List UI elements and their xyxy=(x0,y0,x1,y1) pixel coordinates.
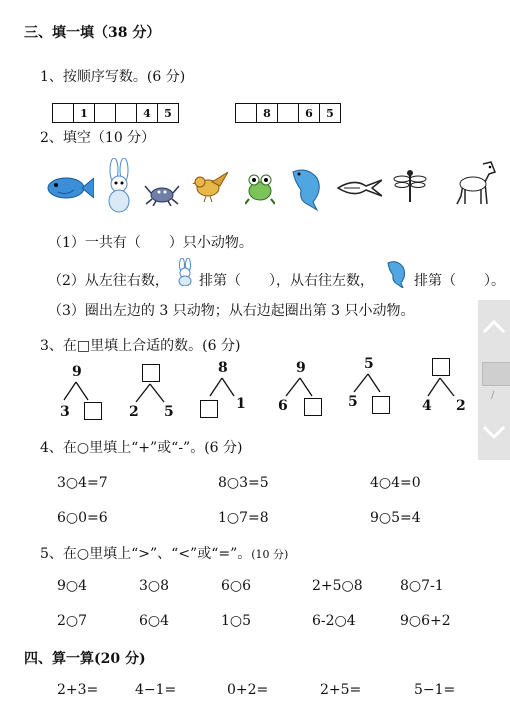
bond-left-number: 4 xyxy=(422,398,432,414)
calc-item[interactable]: 2+3= xyxy=(57,682,99,698)
q5-item[interactable]: 6○4 xyxy=(139,613,170,629)
chevron-up-icon[interactable] xyxy=(478,306,510,346)
number-bond-2 xyxy=(128,364,188,424)
seq-cell[interactable]: 6 xyxy=(298,103,320,123)
chevron-down-icon[interactable] xyxy=(478,412,510,452)
seq-cell[interactable]: 4 xyxy=(136,103,158,123)
q5-item[interactable]: 2○7 xyxy=(57,613,88,629)
dolphin-icon xyxy=(287,164,325,212)
page-indicator xyxy=(482,362,510,386)
seq-cell[interactable]: 8 xyxy=(256,103,278,123)
bond-left-number: 5 xyxy=(348,394,358,410)
fish-icon xyxy=(44,172,94,204)
q5-label-text: 5、在○里填上“>”、“<”或“=”。 xyxy=(40,546,252,562)
number-bond-6 xyxy=(420,358,480,418)
swallow-icon xyxy=(336,176,382,200)
number-bond-5 xyxy=(346,356,406,416)
q2-label: 2、填空（10 分） xyxy=(40,130,156,146)
q5-item[interactable]: 2+5○8 xyxy=(312,578,363,594)
bond-top-number: 8 xyxy=(218,360,228,376)
calc-item[interactable]: 4−1= xyxy=(135,682,177,698)
frog-icon xyxy=(245,171,275,205)
bond-left-number: 3 xyxy=(60,404,70,420)
q5-item[interactable]: 3○8 xyxy=(139,578,170,594)
answer-box[interactable] xyxy=(432,358,450,376)
seq-cell[interactable]: 1 xyxy=(73,103,95,123)
bond-left-number: 6 xyxy=(278,398,288,414)
seq-cell[interactable] xyxy=(94,103,116,123)
q1-label: 1、按顺序写数。(6 分) xyxy=(40,69,186,85)
dolphin-small-icon xyxy=(384,258,408,288)
seq-cell[interactable] xyxy=(235,103,257,123)
answer-box[interactable] xyxy=(84,402,102,420)
answer-box[interactable] xyxy=(372,396,390,414)
q4-item[interactable]: 4○4=0 xyxy=(370,475,421,491)
seq-cell[interactable]: 5 xyxy=(319,103,341,123)
q4-item[interactable]: 3○4=7 xyxy=(57,475,108,491)
section3-title: 三、填一填（38 分） xyxy=(24,25,161,41)
q5-item[interactable]: 9○4 xyxy=(57,578,88,594)
q2-sub3: （3）圈出左边的 3 只动物；从右边起圈出第 3 只小动物。 xyxy=(48,303,415,319)
q5-item[interactable]: 6○6 xyxy=(221,578,252,594)
answer-box[interactable] xyxy=(142,364,160,382)
q2-sub2-part2: 排第（ ），从右往左数， xyxy=(199,273,374,289)
q2-sub1: （1）一共有（ ）只小动物。 xyxy=(48,235,253,251)
seq-cell[interactable]: 5 xyxy=(157,103,179,123)
q5-item[interactable]: 8○7-1 xyxy=(400,578,444,594)
number-bond-3 xyxy=(200,360,260,420)
q2-sub2-part3: 排第（ ）。 xyxy=(414,273,505,289)
calc-item[interactable]: 2+5= xyxy=(320,682,362,698)
number-bond-4 xyxy=(278,360,338,420)
rabbit-small-icon xyxy=(174,258,196,286)
crab-icon xyxy=(144,180,180,206)
sequence-boxes-1 xyxy=(53,103,179,123)
calc-item[interactable]: 0+2= xyxy=(227,682,269,698)
calc-item[interactable]: 5−1= xyxy=(414,682,456,698)
q5-label-score: (10 分) xyxy=(251,548,289,561)
q4-item[interactable]: 8○3=5 xyxy=(218,475,269,491)
bond-top-number: 9 xyxy=(72,364,82,380)
q5-item[interactable]: 6-2○4 xyxy=(312,613,356,629)
answer-box[interactable] xyxy=(200,400,218,418)
seq-cell[interactable] xyxy=(52,103,74,123)
bond-left-number: 2 xyxy=(129,404,139,420)
bird-icon xyxy=(192,170,228,202)
q4-item[interactable]: 9○5=4 xyxy=(370,510,421,526)
sequence-boxes-2 xyxy=(236,103,341,123)
q2-sub2-part1: （2）从左往右数， xyxy=(48,273,169,289)
bond-right-number: 2 xyxy=(456,398,466,414)
q3-label: 3、在□里填上合适的数。(6 分) xyxy=(40,338,241,354)
q4-item[interactable]: 6○0=6 xyxy=(57,510,108,526)
answer-box[interactable] xyxy=(304,398,322,416)
section4-title: 四、算一算(20 分) xyxy=(24,651,146,667)
seq-cell[interactable] xyxy=(277,103,299,123)
seq-cell[interactable] xyxy=(115,103,137,123)
q5-item[interactable]: 1○5 xyxy=(221,613,252,629)
dragonfly-icon xyxy=(393,168,427,204)
page-separator: / xyxy=(491,390,495,401)
page-scroll-panel xyxy=(478,300,510,460)
bond-top-number: 5 xyxy=(364,356,374,372)
bond-right-number: 5 xyxy=(164,404,174,420)
q5-label xyxy=(40,543,288,563)
q4-label: 4、在○里填上“+”或“-”。(6 分) xyxy=(40,440,243,456)
bond-right-number: 1 xyxy=(236,396,246,412)
horse-icon xyxy=(453,160,497,206)
bond-top-number: 9 xyxy=(296,360,306,376)
rabbit-icon xyxy=(102,158,136,214)
q4-item[interactable]: 1○7=8 xyxy=(218,510,269,526)
q5-item[interactable]: 9○6+2 xyxy=(400,613,451,629)
number-bond-1 xyxy=(58,364,118,424)
